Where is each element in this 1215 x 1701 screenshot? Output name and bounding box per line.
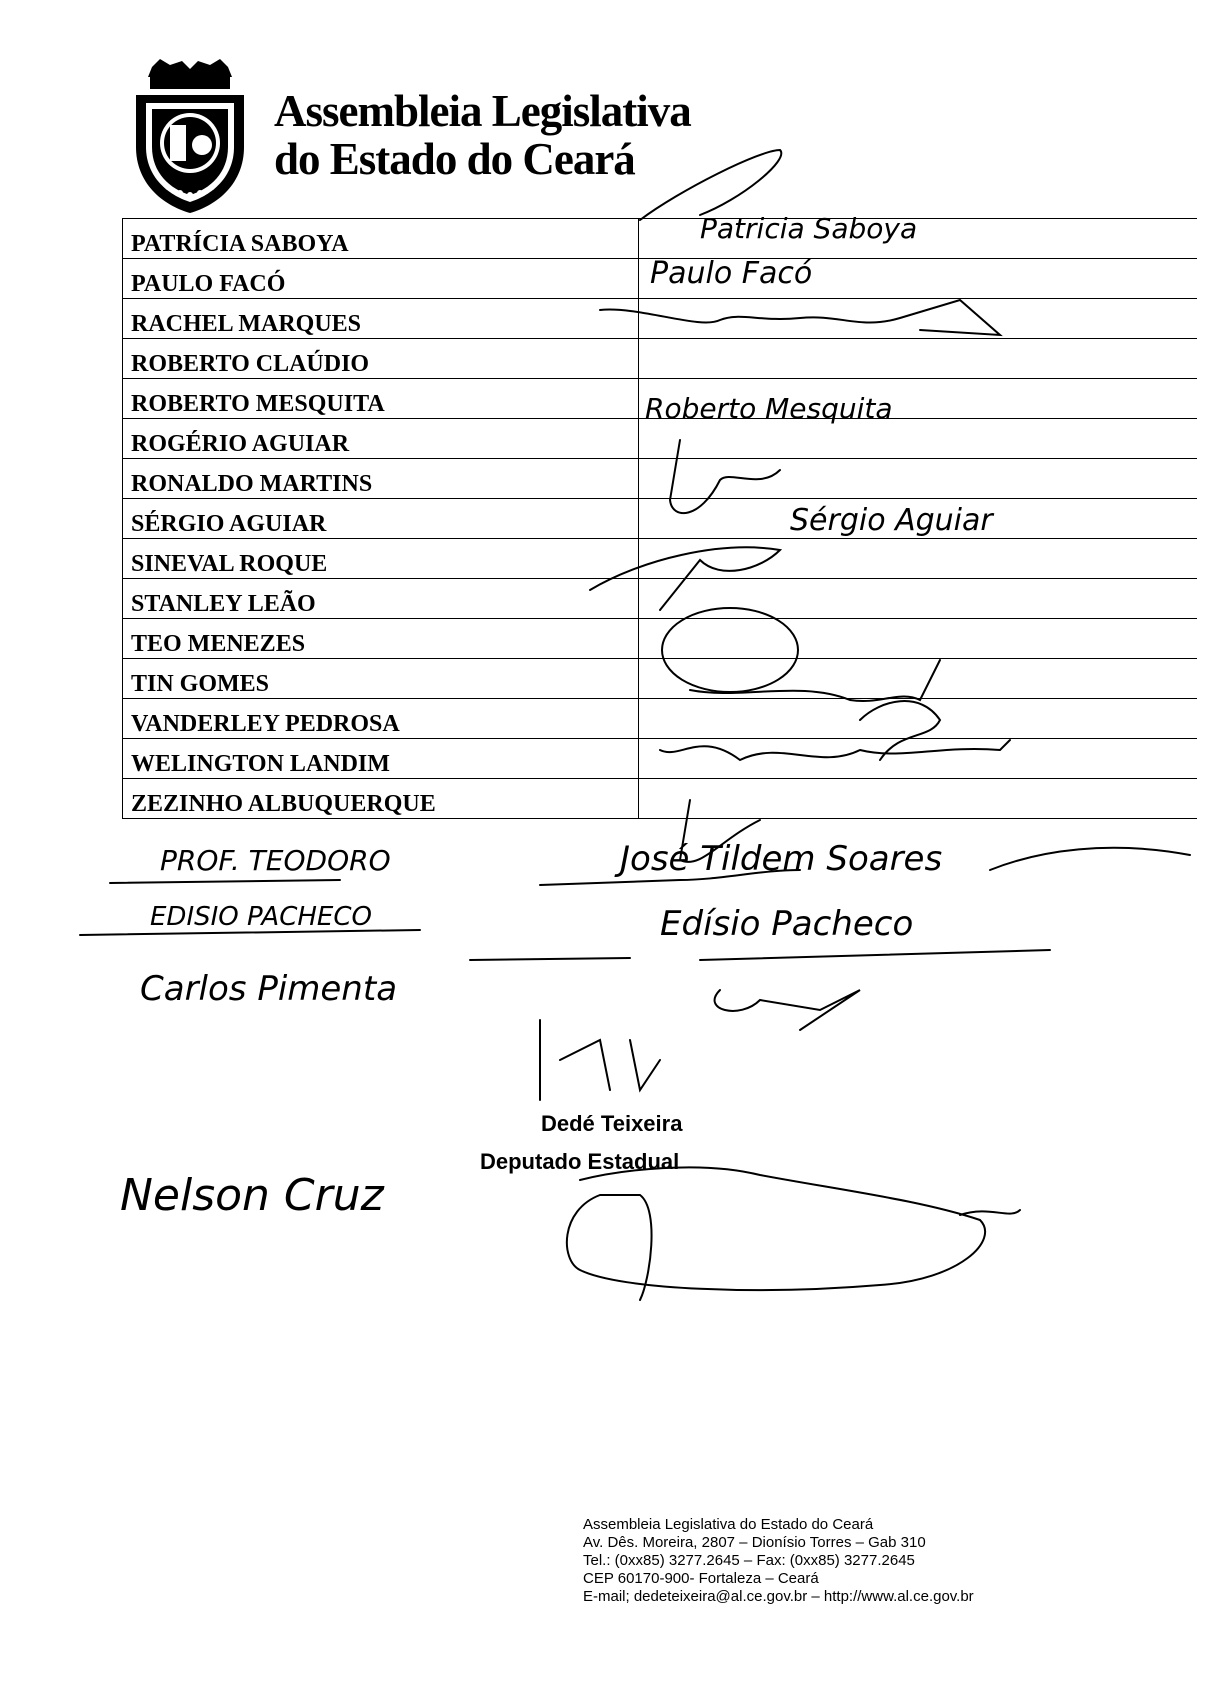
handwritten-signature-jose: José Tildem Soares xyxy=(620,839,943,879)
handwritten-signature-edisio: Edísio Pacheco xyxy=(660,904,914,944)
footer-contact xyxy=(583,1516,974,1606)
deputy-name: RACHEL MARQUES xyxy=(123,299,639,339)
table-row xyxy=(123,539,1198,579)
signature-cell xyxy=(639,779,1198,819)
deputy-name: ROGÉRIO AGUIAR xyxy=(123,419,639,459)
deputy-name: RONALDO MARTINS xyxy=(123,459,639,499)
footer-line-cep: CEP 60170-900- Fortaleza – Ceará xyxy=(583,1570,819,1587)
handwritten-signature-sergio: Sérgio Aguiar xyxy=(790,503,993,538)
deputy-name: ZEZINHO ALBUQUERQUE xyxy=(123,779,639,819)
signature-cell xyxy=(639,299,1198,339)
deputy-name: ROBERTO MESQUITA xyxy=(123,379,639,419)
coat-of-arms-icon xyxy=(128,55,252,215)
handwritten-name-teodoro: PROF. TEODORO xyxy=(160,844,391,877)
institution-name-line2: do Estado do Ceará xyxy=(274,134,635,184)
table-row xyxy=(123,579,1198,619)
footer-line-phone: Tel.: (0xx85) 3277.2645 – Fax: (0xx85) 3277.2645 xyxy=(583,1552,915,1569)
deputy-name-printed: Dedé Teixeira xyxy=(541,1111,683,1136)
handwritten-signature-paulo: Paulo Facó xyxy=(650,256,813,291)
signature-cell xyxy=(639,419,1198,459)
deputy-name: STANLEY LEÃO xyxy=(123,579,639,619)
table-row xyxy=(123,659,1198,699)
table-row xyxy=(123,379,1198,419)
table-row xyxy=(123,339,1198,379)
table-row xyxy=(123,699,1198,739)
signature-cell xyxy=(639,379,1198,419)
deputy-name: WELINGTON LANDIM xyxy=(123,739,639,779)
signature-cell xyxy=(639,339,1198,379)
handwritten-signature-patricia: Patricia Saboya xyxy=(700,212,918,245)
deputy-name: TEO MENEZES xyxy=(123,619,639,659)
deputy-name: SINEVAL ROQUE xyxy=(123,539,639,579)
table-row xyxy=(123,619,1198,659)
handwritten-name-nelson: Nelson Cruz xyxy=(120,1170,384,1221)
deputy-block xyxy=(480,1105,682,1181)
signature-cell xyxy=(639,459,1198,499)
signature-cell xyxy=(639,739,1198,779)
footer-line-institution: Assembleia Legislativa do Estado do Ceará xyxy=(583,1516,874,1533)
letterhead xyxy=(128,55,768,215)
deputy-name: PATRÍCIA SABOYA xyxy=(123,219,639,259)
handwritten-name-carlos: Carlos Pimenta xyxy=(140,969,398,1009)
signature-cell xyxy=(639,699,1198,739)
deputy-name: ROBERTO CLAÚDIO xyxy=(123,339,639,379)
footer-line-email: E-mail; dedeteixeira@al.ce.gov.br – http://www.al.ce.gov.br xyxy=(583,1588,974,1605)
signature-cell xyxy=(639,259,1198,299)
signature-deputado xyxy=(567,1167,985,1300)
table-row xyxy=(123,219,1198,259)
table-row xyxy=(123,299,1198,339)
table-row xyxy=(123,739,1198,779)
table-row xyxy=(123,459,1198,499)
deputy-name: SÉRGIO AGUIAR xyxy=(123,499,639,539)
signature-cell xyxy=(639,659,1198,699)
deputy-title: Deputado Estadual xyxy=(480,1149,680,1174)
deputy-name: VANDERLEY PEDROSA xyxy=(123,699,639,739)
institution-name-line1: Assembleia Legislativa xyxy=(274,86,691,136)
signature-cell xyxy=(639,539,1198,579)
deputy-name: PAULO FACÓ xyxy=(123,259,639,299)
signature-cell xyxy=(639,579,1198,619)
footer-line-address: Av. Dês. Moreira, 2807 – Dionísio Torres – Gab 310 xyxy=(583,1534,926,1551)
signature-table xyxy=(122,218,1197,819)
table-row xyxy=(123,499,1198,539)
signature-cell xyxy=(639,219,1198,259)
handwritten-name-edisio: EDISIO PACHECO xyxy=(150,902,372,932)
signature-cell xyxy=(639,619,1198,659)
table-row xyxy=(123,419,1198,459)
table-row xyxy=(123,259,1198,299)
handwritten-signature-roberto: Roberto Mesquita xyxy=(645,392,893,425)
deputy-name: TIN GOMES xyxy=(123,659,639,699)
signature-dede xyxy=(540,1020,660,1100)
signature-carlos xyxy=(715,990,860,1030)
table-row xyxy=(123,779,1198,819)
institution-name xyxy=(274,87,691,183)
signature-cell xyxy=(639,499,1198,539)
